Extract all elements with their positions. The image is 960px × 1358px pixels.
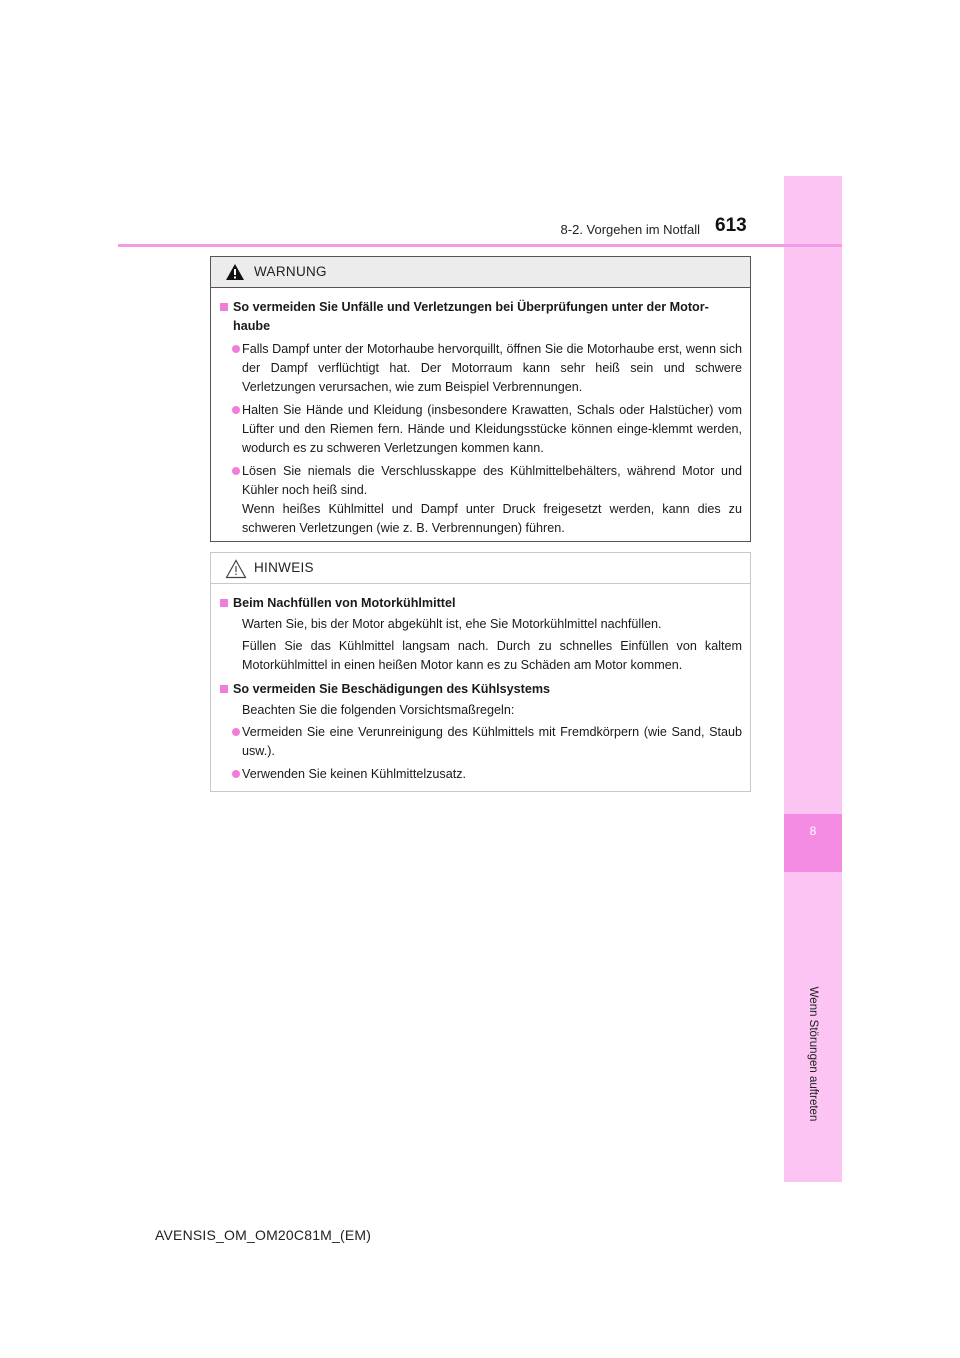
notice-box xyxy=(210,552,751,792)
page-number: 613 xyxy=(715,215,747,236)
circle-bullet-icon xyxy=(232,770,240,778)
notice-heading-cooling-system xyxy=(219,680,742,699)
warning-heading-text: So vermeiden Sie Unfälle und Verletzungen bei Überprüfungen unter der Motor-haube xyxy=(233,300,709,333)
list-item xyxy=(219,723,742,761)
notice-heading-coolant xyxy=(219,594,742,613)
list-item-text: Falls Dampf unter der Motorhaube hervorquillt, öffnen Sie die Motorhaube erst, wenn sich der Dampf verflüchtigt hat. Der Motorraum kann sehr heiß sein und schwere Verletzungen verursachen, wie zum Beispiel Verbrennungen. xyxy=(242,342,742,394)
notice-heading-text: So vermeiden Sie Beschädigungen des Kühlsystems xyxy=(233,682,551,696)
document-code: AVENSIS_OM_OM20C81M_(EM) xyxy=(155,1227,372,1243)
circle-bullet-icon xyxy=(232,406,240,414)
list-item-text: Vermeiden Sie eine Verunreinigung des Kühlmittels mit Fremdkörpern (wie Sand, Staub usw.). xyxy=(242,725,742,758)
notice-header xyxy=(211,553,750,584)
circle-bullet-icon xyxy=(232,467,240,475)
list-item-text-continued: Wenn heißes Kühlmittel und Dampf unter Druck freigesetzt werden, kann dies zu schweren Verletzungen (wie z. B. Verbrennungen) führen. xyxy=(242,502,742,535)
chapter-label: Wenn Störungen auftreten xyxy=(807,986,819,1122)
list-item-text: Lösen Sie niemals die Verschlusskappe des Kühlmittelbehälters, während Motor und Kühler noch heiß sind. xyxy=(242,464,742,497)
paragraph: Warten Sie, bis der Motor abgekühlt ist, ehe Sie Motorkühlmittel nachfüllen. xyxy=(242,617,662,631)
list-item xyxy=(219,340,742,397)
paragraph: Füllen Sie das Kühlmittel langsam nach. Durch zu schnelles Einfüllen von kaltem Motorkühlmittel in einen heißen Motor kann es zu Schäden am Motor kommen. xyxy=(242,639,742,672)
circle-bullet-icon xyxy=(232,728,240,736)
warning-header xyxy=(211,257,750,288)
square-bullet-icon xyxy=(220,599,228,607)
section-title: 8-2. Vorgehen im Notfall xyxy=(560,222,700,237)
list-item-text: Verwenden Sie keinen Kühlmittelzusatz. xyxy=(242,767,467,781)
header-rule xyxy=(118,244,842,247)
list-item xyxy=(219,462,742,538)
chapter-side-tab xyxy=(784,176,842,1182)
paragraph: Beachten Sie die folgenden Vorsichtsmaßregeln: xyxy=(242,703,515,717)
list-item xyxy=(219,765,742,784)
chapter-number-box xyxy=(784,814,842,872)
notice-heading-text: Beim Nachfüllen von Motorkühlmittel xyxy=(233,596,456,610)
list-item xyxy=(219,401,742,458)
warning-title: WARNUNG xyxy=(254,264,327,279)
chapter-number: 8 xyxy=(809,824,817,838)
notice-body xyxy=(211,584,750,784)
square-bullet-icon xyxy=(220,685,228,693)
warning-heading xyxy=(219,298,742,336)
caution-triangle-icon xyxy=(225,559,247,579)
warning-triangle-icon xyxy=(225,263,245,281)
warning-box xyxy=(210,256,751,542)
warning-body xyxy=(211,288,750,538)
list-item-text: Halten Sie Hände und Kleidung (insbesondere Krawatten, Schals oder Halstücher) vom Lüfter und den Riemen fern. Hände und Kleidungsstücke können einge-klemmt werden, wodurch es zu schweren Verletzungen kommen kann. xyxy=(242,403,742,455)
circle-bullet-icon xyxy=(232,345,240,353)
notice-title: HINWEIS xyxy=(254,560,314,575)
square-bullet-icon xyxy=(220,303,228,311)
